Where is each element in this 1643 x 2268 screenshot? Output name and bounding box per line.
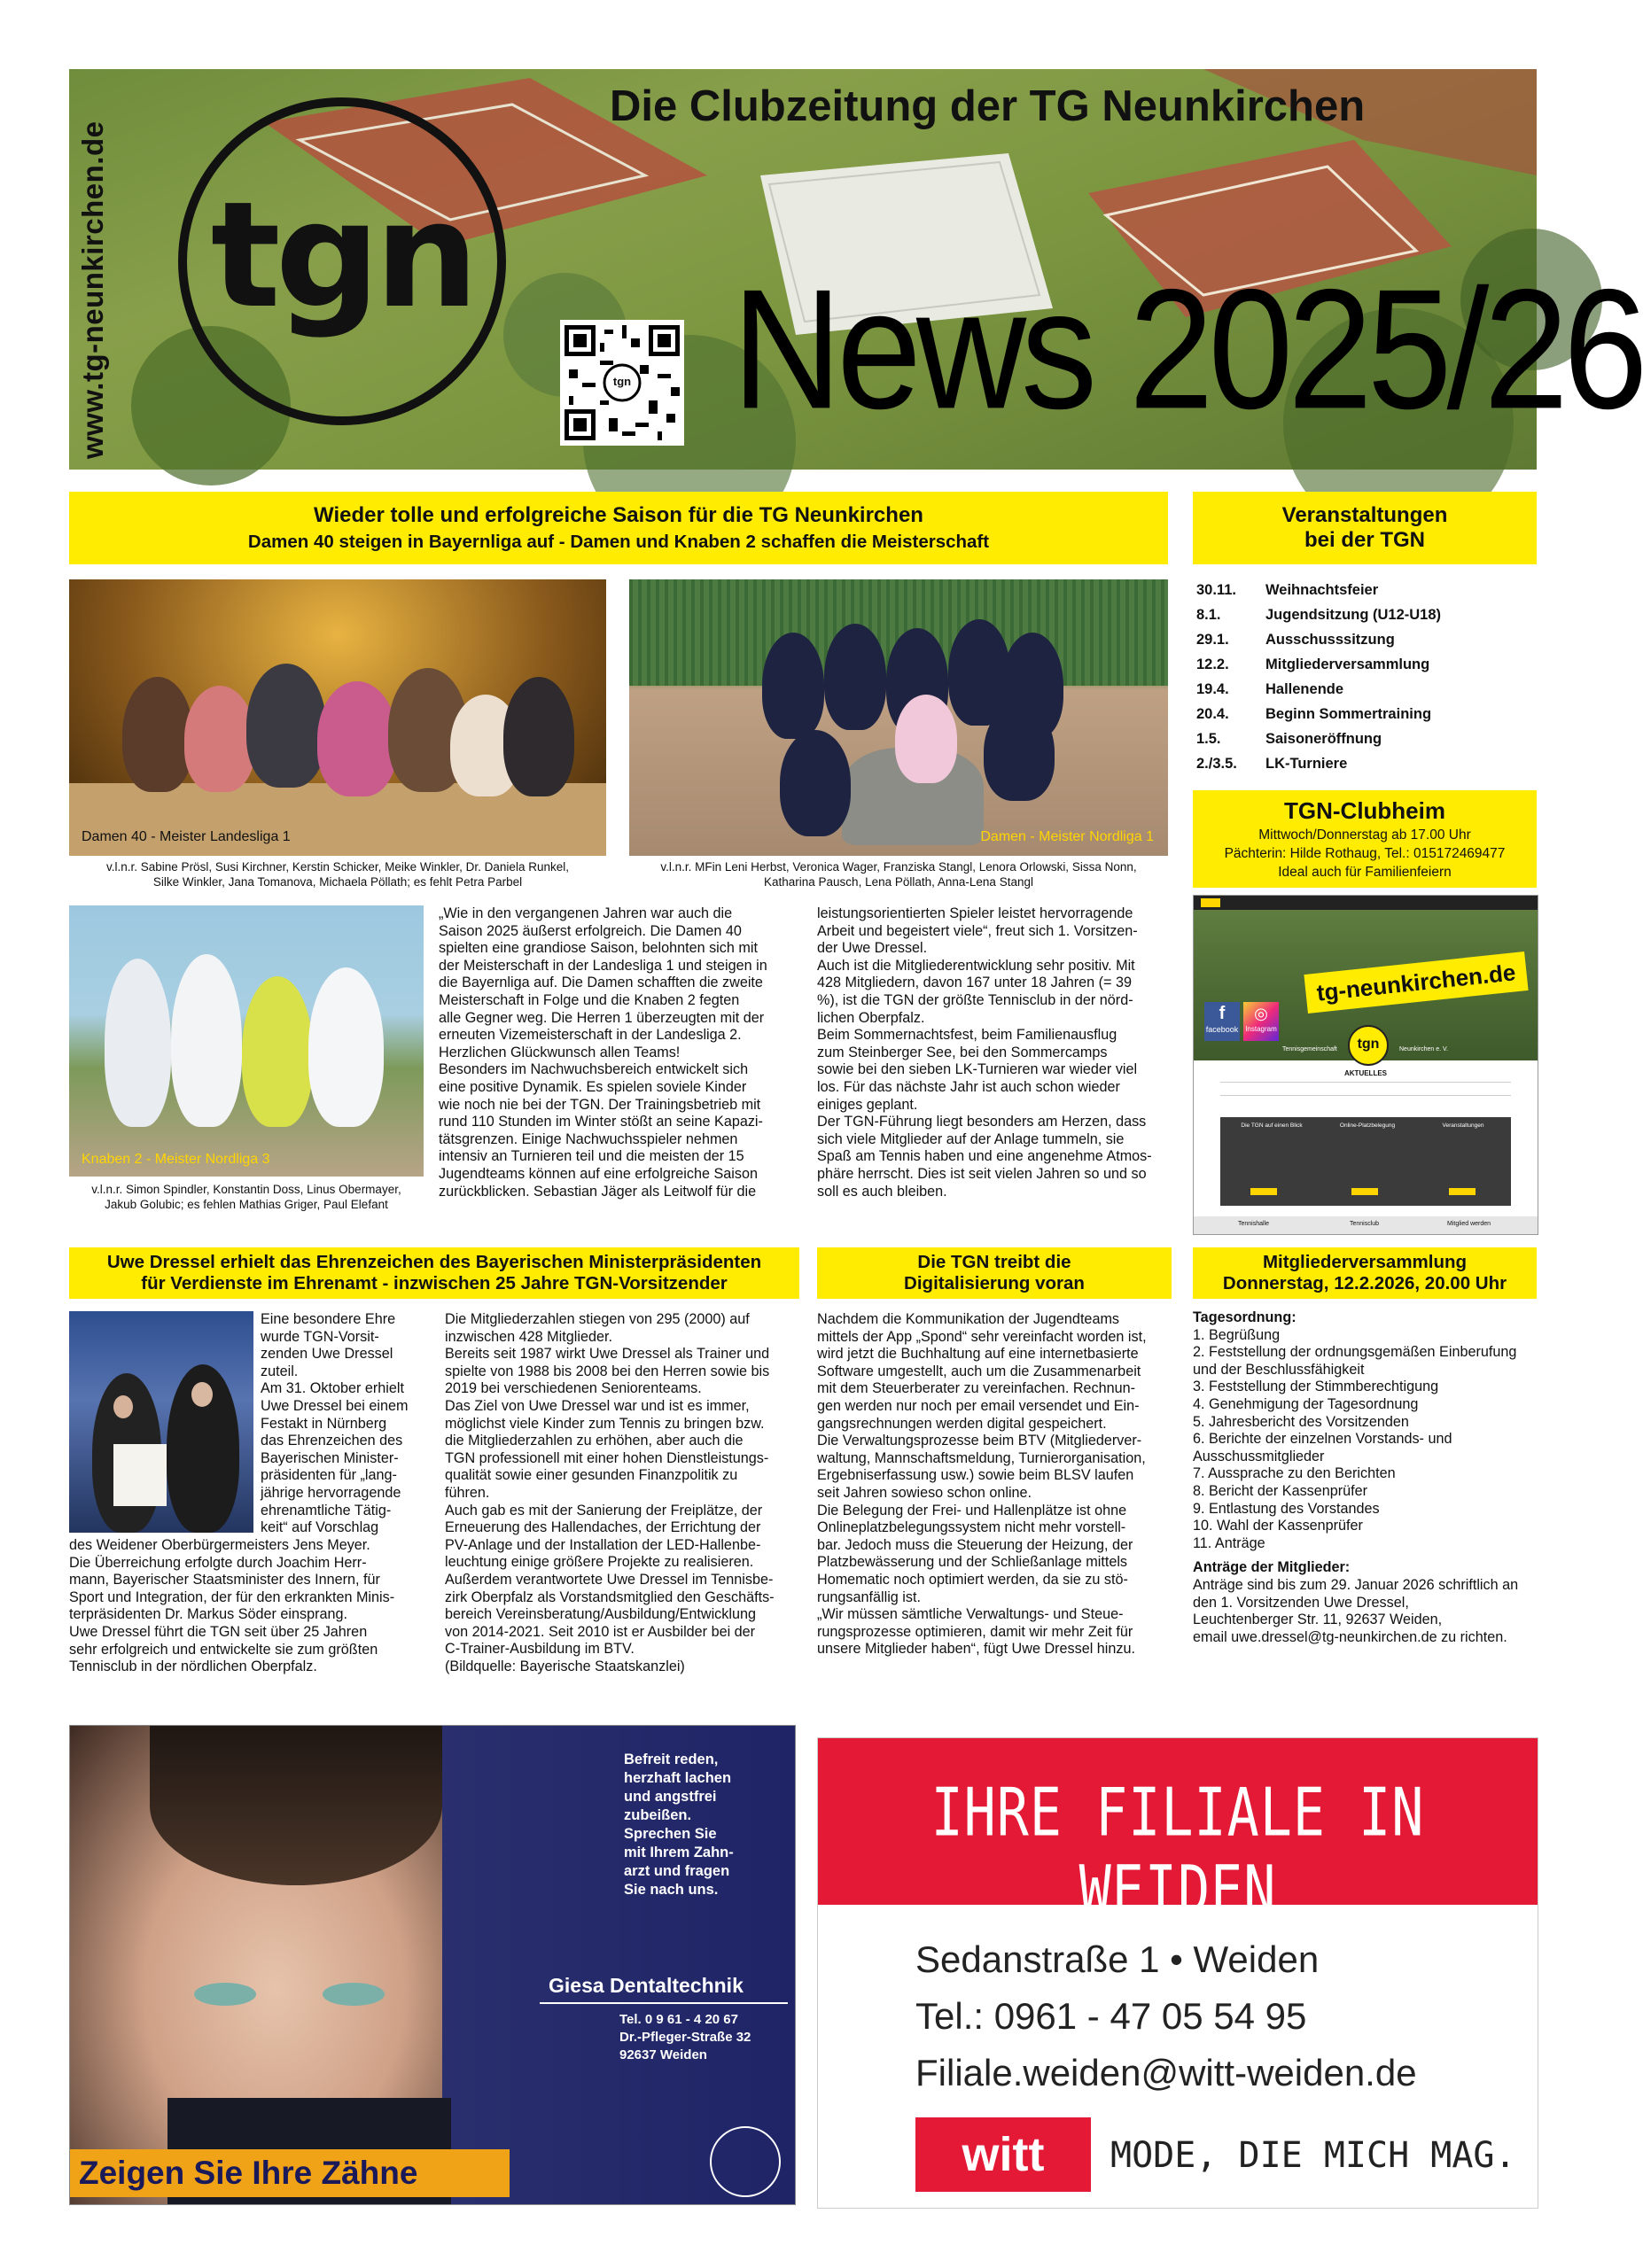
ad-witt-address: Sedanstraße 1 • Weiden <box>915 1938 1320 1980</box>
website-footer-link[interactable]: Mitglied werden <box>1447 1221 1491 1227</box>
photo-damen-40 <box>69 579 606 856</box>
club-logo <box>178 97 506 425</box>
assembly-content <box>1193 1309 1537 1646</box>
website-banner: tg-neunkirchen.de <box>1304 951 1528 1014</box>
digital-headline: Digitalisierung voran <box>904 1273 1085 1293</box>
ad-witt-weiden[interactable] <box>817 1737 1538 2209</box>
ad-giesa-logo-icon <box>710 2126 781 2197</box>
honor-subheadline: für Verdienste im Ehrenamt - inzwischen 25 Jahre TGN-Vorsitzender <box>141 1273 728 1293</box>
ad-witt-slogan: MODE, DIE MICH MAG. <box>1110 2135 1516 2176</box>
ad-witt-headline: IHRE FILIALE IN WEIDEN <box>931 1774 1425 1930</box>
event-item: 8.1. Jugendsitzung (U12-U18) <box>1196 606 1442 623</box>
instagram-icon[interactable]: ◎ Instagram <box>1243 1002 1279 1041</box>
event-item: 12.2. Mitgliederversammlung <box>1196 656 1430 672</box>
photo-label: Knaben 2 - Meister Nordliga 3 <box>82 1152 270 1167</box>
clubhouse-hours: Mittwoch/Donnerstag ab 17.00 Uhr <box>1258 827 1471 843</box>
digital-headline: Die TGN treibt die <box>917 1252 1071 1272</box>
event-item: 30.11. Weihnachtsfeier <box>1196 581 1379 598</box>
assembly-date: Donnerstag, 12.2.2026, 20.00 Uhr <box>1222 1273 1507 1293</box>
facebook-icon[interactable]: f facebook <box>1204 1002 1240 1041</box>
ad-witt-email[interactable]: Filiale.weiden@witt-weiden.de <box>915 2052 1417 2093</box>
events-title: bei der TGN <box>1304 528 1426 552</box>
website-footer-link[interactable]: Tennishalle <box>1238 1221 1270 1227</box>
website-box[interactable]: Online-Platzbelegung <box>1339 1122 1396 1129</box>
events-list <box>1196 578 1537 776</box>
website-header-left: Tennisgemeinschaft <box>1282 1046 1337 1052</box>
photo-knaben-2 <box>69 905 424 1177</box>
ad-giesa-address: Tel. 0 9 61 - 4 20 67 Dr.-Pfleger-Straße 32 92637 Weiden <box>619 2012 751 2062</box>
event-item: 19.4. Hallenende <box>1196 680 1344 697</box>
digital-body: Nachdem die Kommunikation der Jugendteams mittels der App „Spond“ sehr vereinfacht worden ist, wird jetzt die Buchhaltung auf eine internetbasierte Software umgestellt, auch um die Zusammenarbeit mit dem Steuerberater zu vereinfachen. Rechnun- gen werden nur noch per email versendet und Ein- gangsrechnungen werden digital gespeichert. Die Verwaltungsprozesse beim BTV (Mitgliederver- waltung, Mannschaftsmeldung, Turnierorganisation, Ergebniserfassung usw.) sowie beim BLSV laufen seit Jahren sowieso schon online. Die Belegung der Frei- und Hallenplätze ist ohne Onlineplatzbelegungssystem nicht mehr vorstell- bar. Jedoch muss die Steuerung der Heizung, der Platzbewässerung und der Schließanlage mittels Homematic noch optimiert werden, da sie zu stö- rungsanfällig ist. „Wir müssen sämtliche Verwaltungs- und Steue- rungsprozesse optimieren, damit wir mehr Zeit für unsere Mitglieder haben“, fügt Uwe Dressel hinzu. <box>817 1311 1147 1658</box>
masthead <box>69 69 1643 470</box>
agenda-title: Tagesordnung: <box>1193 1309 1296 1325</box>
digital-headline-box <box>817 1247 1172 1299</box>
lead-article-col1: „Wie in den vergangenen Jahren war auch die Saison 2025 äußerst erfolgreich. Die Damen 40 spielten eine grandiose Saison, belohnten sich mit der Meisterschaft in der Landesliga 1 und steigen in die Bayernliga auf. Die Damen schafften die zweite Meisterschaft in Folge und die Knaben 2 fegten alle Gegner weg. Die Herren 1 überzeugten mit der erneuten Vizemeisterschaft in der Landesliga 2. Herzlichen Glückwunsch allen Teams! Besonders im Nachwuchsbereich entwickelt sich eine positive Dynamik. Es spielen soviele Kinder wie noch nie bei der TGN. Der Trainingsbetrieb mit rund 110 Stunden im Winter stößt an seine Kapazi- tätsgrenzen. Einige Nachwuchsspieler nehmen intensiv an Turnieren teil und die meisten der 15 Jugendteams können auf eine erfolgreiche Saison zurückblicken. Sebastian Jäger als Leitwolf für die <box>439 905 767 1200</box>
ad-giesa-company: Giesa Dentaltechnik <box>549 1974 744 1997</box>
qr-code[interactable] <box>560 320 684 446</box>
photo-caption: v.l.n.r. Sabine Prösl, Susi Kirchner, Kerstin Schicker, Meike Winkler, Dr. Daniela Runkel, Silke Winkler, Jana Tomanova, Michaela Pöllath; es fehlt Petra Parbel <box>106 860 569 889</box>
qr-logo: tgn <box>612 375 632 388</box>
website-box[interactable]: Veranstaltungen <box>1442 1122 1484 1129</box>
honor-headline: Uwe Dressel erhielt das Ehrenzeichen des Bayerischen Ministerpräsidenten <box>106 1252 762 1272</box>
honor-col1-bottom: des Weidener Oberbürgermeisters Jens Meyer. Die Überreichung erfolgte durch Joachim Herr- mann, Bayerischer Staatsminister des Innern, für Sport und Integration, der für den erkrankten Minis- terpräsidenten Dr. Markus Söder einsprang. Uwe Dressel führt die TGN seit über 25 Jahren sehr erfolgreich und entwickelte sie zum größten Tennisclub in der nördlichen Oberpfalz. <box>69 1537 395 1675</box>
website-screenshot[interactable] <box>1193 895 1538 1235</box>
motions-text: Anträge sind bis zum 29. Januar 2026 schriftlich an den 1. Vorsitzenden Uwe Dressel, Leuchtenberger Str. 11, 92637 Weiden, email uwe.dressel@tg-neunkirchen.de zu richten. <box>1193 1576 1519 1645</box>
honor-col2: Die Mitgliederzahlen stiegen von 295 (2000) auf inzwischen 428 Mitglieder. Bereits seit 1987 wirkt Uwe Dressel als Trainer und spielte von 1988 bis 2008 bei den Herren sowie bis 2019 bei verschiedenen Seniorenteams. Das Ziel von Uwe Dressel war und ist es immer, möglichst viele Kinder zum Tennis zu bringen bzw. die Mitgliederzahlen zu erhöhen, aber auch die TGN professionell mit einer hohen Dienstleistungs- qualität sowie einer gesunden Finanzpolitik zu führen. Auch gab es mit der Sanierung der Freiplätze, der Erneuerung des Hallendaches, der Errichtung der PV-Anlage und der Installation der LED-Hallenbe- leuchtung einige größere Projekte zu realisieren. Außerdem verantwortete Uwe Dressel im Tennisbe- zirk Oberpfalz als Vorstandsmitglied den Geschäfts- bereich Vereinsberatung/Ausbildung/Entwicklung von 2014-2021. Seit 2010 ist er Ausbilder bei der C-Trainer-Ausbildung im BTV. (Bildquelle: Bayerische Staatskanzlei) <box>445 1311 775 1674</box>
honor-col1-top: Eine besondere Ehre wurde TGN-Vorsit- zenden Uwe Dressel zuteil. Am 31. Oktober erhielt Uwe Dressel bei einem Festakt in Nürnberg das Ehrenzeichen des Bayerischen Minister- präsidenten für „lang- jährige hervorragende ehrenamtliche Tätig- keit“ auf Vorschlag <box>261 1311 409 1536</box>
lead-subheadline: Damen 40 steigen in Bayernliga auf - Damen und Knaben 2 schaffen die Meisterschaft <box>247 532 990 552</box>
issue-title: News 2025/26 <box>732 253 1643 445</box>
website-logo: tgn <box>1348 1025 1389 1066</box>
photo-caption: v.l.n.r. Simon Spindler, Konstantin Doss, Linus Obermayer, Jakub Golubic; es fehlen Mathias Griger, Paul Elefant <box>91 1183 401 1211</box>
agenda-list: 1. Begrüßung 2. Feststellung der ordnungsgemäßen Einberufung und der Beschlussfähigkeit 3. Feststellung der Stimmberechtigung 4. Genehmigung der Tagesordnung 5. Jahresbericht des Vorsitzenden 6. Berichte der einzelnen Vorstands- und Ausschussmitglieder 7. Aussprache zu den Berichten 8. Bericht der Kassenprüfer 9. Entlastung des Vorstandes 10. Wahl der Kassenprüfer 11. Anträge <box>1193 1326 1517 1551</box>
clubhouse-note: Ideal auch für Familienfeiern <box>1278 865 1452 880</box>
ad-giesa-dentaltechnik[interactable] <box>69 1725 796 2205</box>
ad-witt-brand-logo <box>915 2117 1091 2192</box>
ad-witt-phone: Tel.: 0961 - 47 05 54 95 <box>915 1995 1307 2037</box>
ad-giesa-slogan: Zeigen Sie Ihre Zähne <box>70 2149 510 2197</box>
assembly-title: Mitgliederversammlung <box>1262 1252 1468 1272</box>
event-item: 1.5. Saisoneröffnung <box>1196 730 1382 747</box>
website-footer-link[interactable]: Tennisclub <box>1350 1221 1380 1227</box>
website-header-right: Neunkirchen e. V. <box>1399 1046 1448 1052</box>
photo-caption: v.l.n.r. MFin Leni Herbst, Veronica Wager, Franziska Stangl, Lenora Orlowski, Sissa Nonn, Katharina Pausch, Lena Pöllath, Anna-Lena Stangl <box>660 860 1137 889</box>
website-box[interactable]: Die TGN auf einen Blick <box>1241 1122 1303 1129</box>
photo-damen <box>629 579 1168 856</box>
photo-label: Damen 40 - Meister Landesliga 1 <box>82 829 291 844</box>
lead-headline: Wieder tolle und erfolgreiche Saison für die TG Neunkirchen <box>314 503 923 527</box>
website-url-vertical[interactable]: www.tg-neunkirchen.de <box>76 120 109 459</box>
event-item: 29.1. Ausschusssitzung <box>1196 631 1395 648</box>
events-title: Veranstaltungen <box>1281 503 1448 527</box>
event-item: 20.4. Beginn Sommertraining <box>1196 705 1432 722</box>
honor-headline-box <box>69 1247 799 1299</box>
clubhouse-box <box>1193 790 1537 888</box>
assembly-headline-box <box>1193 1247 1537 1299</box>
clubhouse-tenant: Pächterin: Hilde Rothaug, Tel.: 015172469477 <box>1224 846 1506 861</box>
clubhouse-title: TGN-Clubheim <box>1284 797 1445 824</box>
newspaper-title: Die Clubzeitung der TG Neunkirchen <box>610 82 1366 130</box>
photo-award-ceremony <box>69 1311 253 1533</box>
lead-article-col2: leistungsorientierten Spieler leistet hervorragende Arbeit und begeistert viele“, freut sich 1. Vorsitzen- der Uwe Dressel. Auch ist die Mitgliederentwicklung sehr positiv. Mit 428 Mitgliedern, davon 167 unter 18 Jahren (= 39 %), ist die TGN der größte Tennisclub in der nörd- lichen Oberpfalz. Beim Sommernachtsfest, beim Familienausflug zum Steinberger See, bei den Sommercamps sowie bei den sieben LK-Turnieren war wieder viel los. Für das nächste Jahr ist auch schon wieder einiges geplant. Der TGN-Führung liegt besonders am Herzen, dass sich viele Mitglieder auf der Anlage tummeln, sie Spaß am Tennis haben und eine angenehme Atmos- phäre herrscht. Dies ist seit vielen Jahren so und so soll es auch bleiben. <box>817 905 1152 1200</box>
events-title-box <box>1193 492 1537 564</box>
brand-name: witt <box>962 2128 1045 2181</box>
website-aktuelles: AKTUELLES <box>1344 1069 1387 1077</box>
lead-headline-box <box>69 492 1168 564</box>
logo-text: tgn <box>210 170 474 340</box>
event-item: 2./3.5. LK-Turniere <box>1196 755 1348 772</box>
motions-title: Anträge der Mitglieder: <box>1193 1559 1351 1576</box>
photo-label: Damen - Meister Nordliga 1 <box>980 829 1154 844</box>
ad-witt-headline-box <box>818 1738 1538 1930</box>
ad-giesa-text: Befreit reden, herzhaft lachen und angstfrei zubeißen. Sprechen Sie mit Ihrem Zahn- arzt und fragen Sie nach uns. <box>624 1751 734 1898</box>
